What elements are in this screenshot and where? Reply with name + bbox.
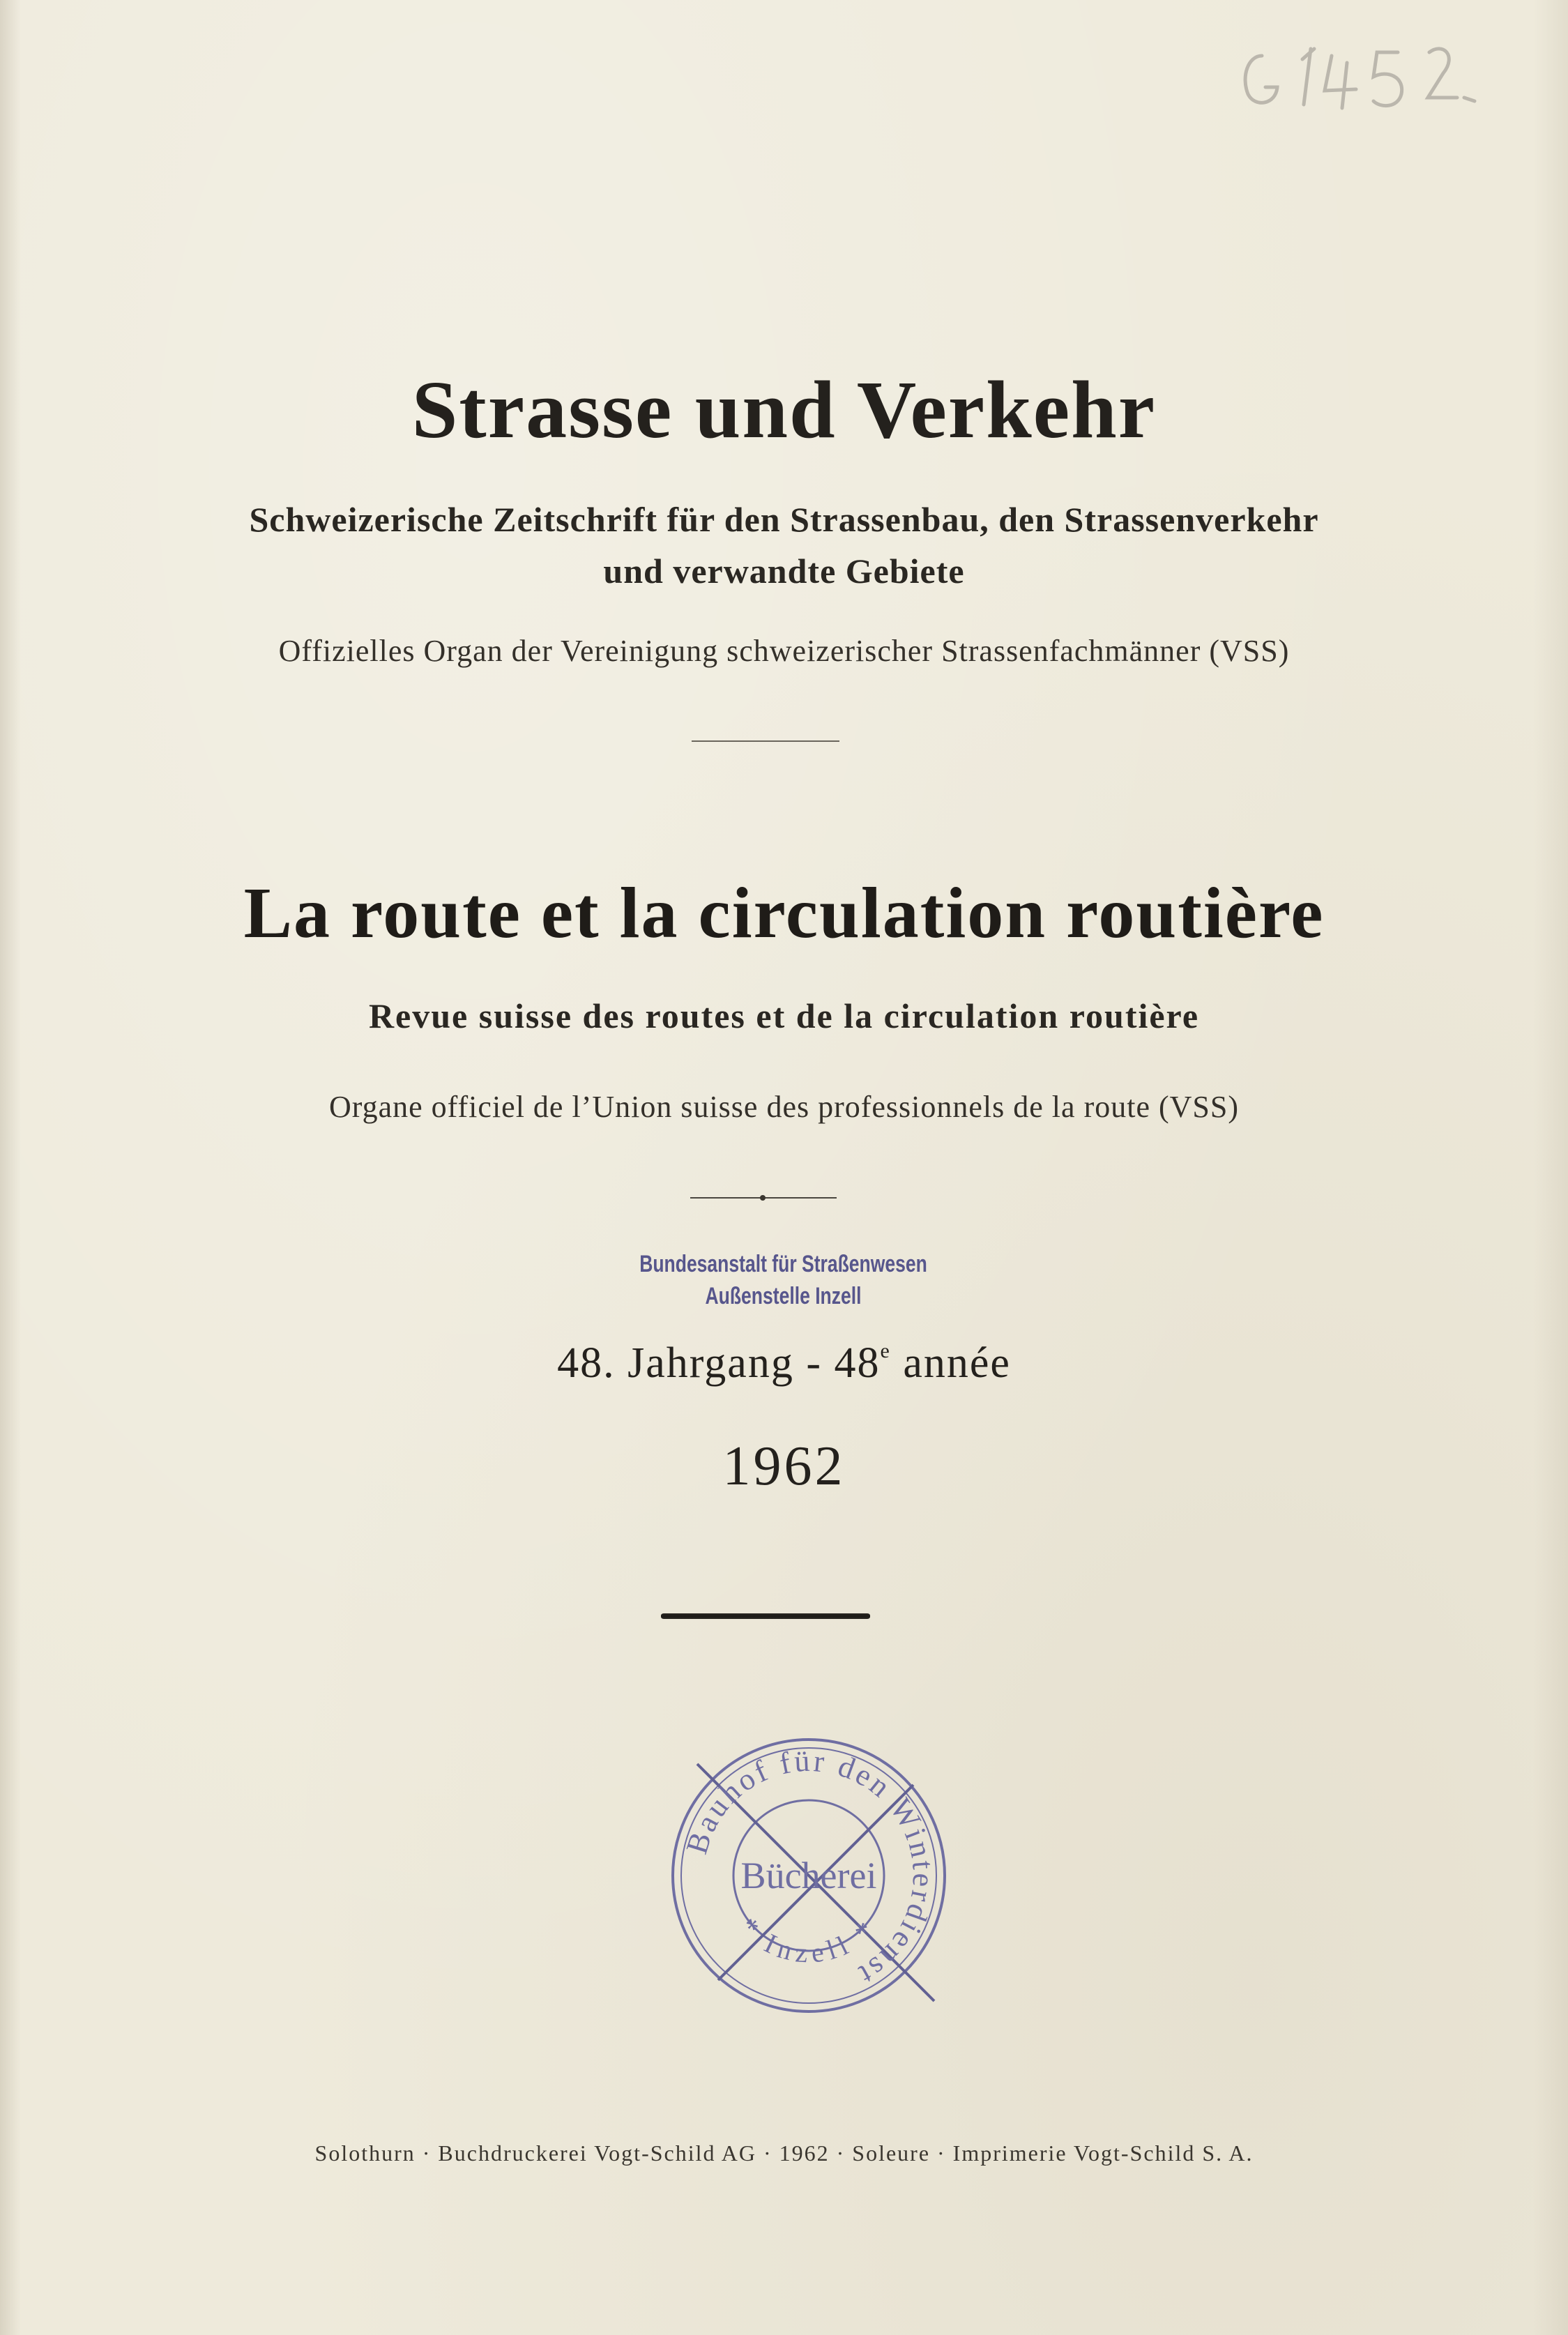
french-subtitle: Revue suisse des routes et de la circulation routière [368,996,1200,1035]
volume-french-word: année [903,1339,1011,1387]
library-stamp [172,1248,1394,1312]
german-subtitle [0,494,1568,597]
german-subtitle-line1: Schweizerische Zeitschrift für den Strassenbau, den Strassenverkehr [249,500,1319,539]
publication-year: 1962 [722,1436,846,1497]
round-stamp-center-text: Bücherei [740,1855,877,1896]
german-title: Strasse und Verkehr [411,364,1157,455]
handwritten-shelfmark [1234,28,1513,119]
library-stamp-line1: Bundesanstalt für Straßenwesen [639,1251,927,1277]
round-stamp-bottom-text: * Inzell * [733,1911,884,1969]
dotted-divider-dot [760,1195,766,1201]
spine-shadow [0,0,21,2335]
volume-separator: - [806,1339,822,1387]
dotted-divider [690,1194,837,1202]
short-divider [692,740,839,742]
volume-french-superscript: e [880,1339,891,1362]
imprint-footer: Solothurn · Buchdruckerei Vogt-Schild AG · 1962 · Soleure · Imprimerie Vogt-Schild S. A. [314,2140,1254,2166]
volume-german: 48. Jahrgang [557,1339,794,1387]
volume-line [0,1339,1568,1388]
thick-divider [661,1613,870,1619]
round-stamp-ring-text: Bauhof für den Winterdienst [679,1743,941,1994]
library-stamp-line2: Außenstelle Inzell [705,1283,862,1309]
round-library-stamp [655,1722,962,2029]
french-title: La route et la circulation routière [243,873,1325,953]
volume-french-number: 48 [834,1339,881,1387]
german-organ-line: Offizielles Organ der Vereinigung schweizerischer Strassenfachmänner (VSS) [278,634,1290,668]
french-organ-line: Organe officiel de l’Union suisse des professionnels de la route (VSS) [328,1090,1239,1124]
german-subtitle-line2: und verwandte Gebiete [603,552,965,591]
edge-shadow [1533,0,1568,2335]
